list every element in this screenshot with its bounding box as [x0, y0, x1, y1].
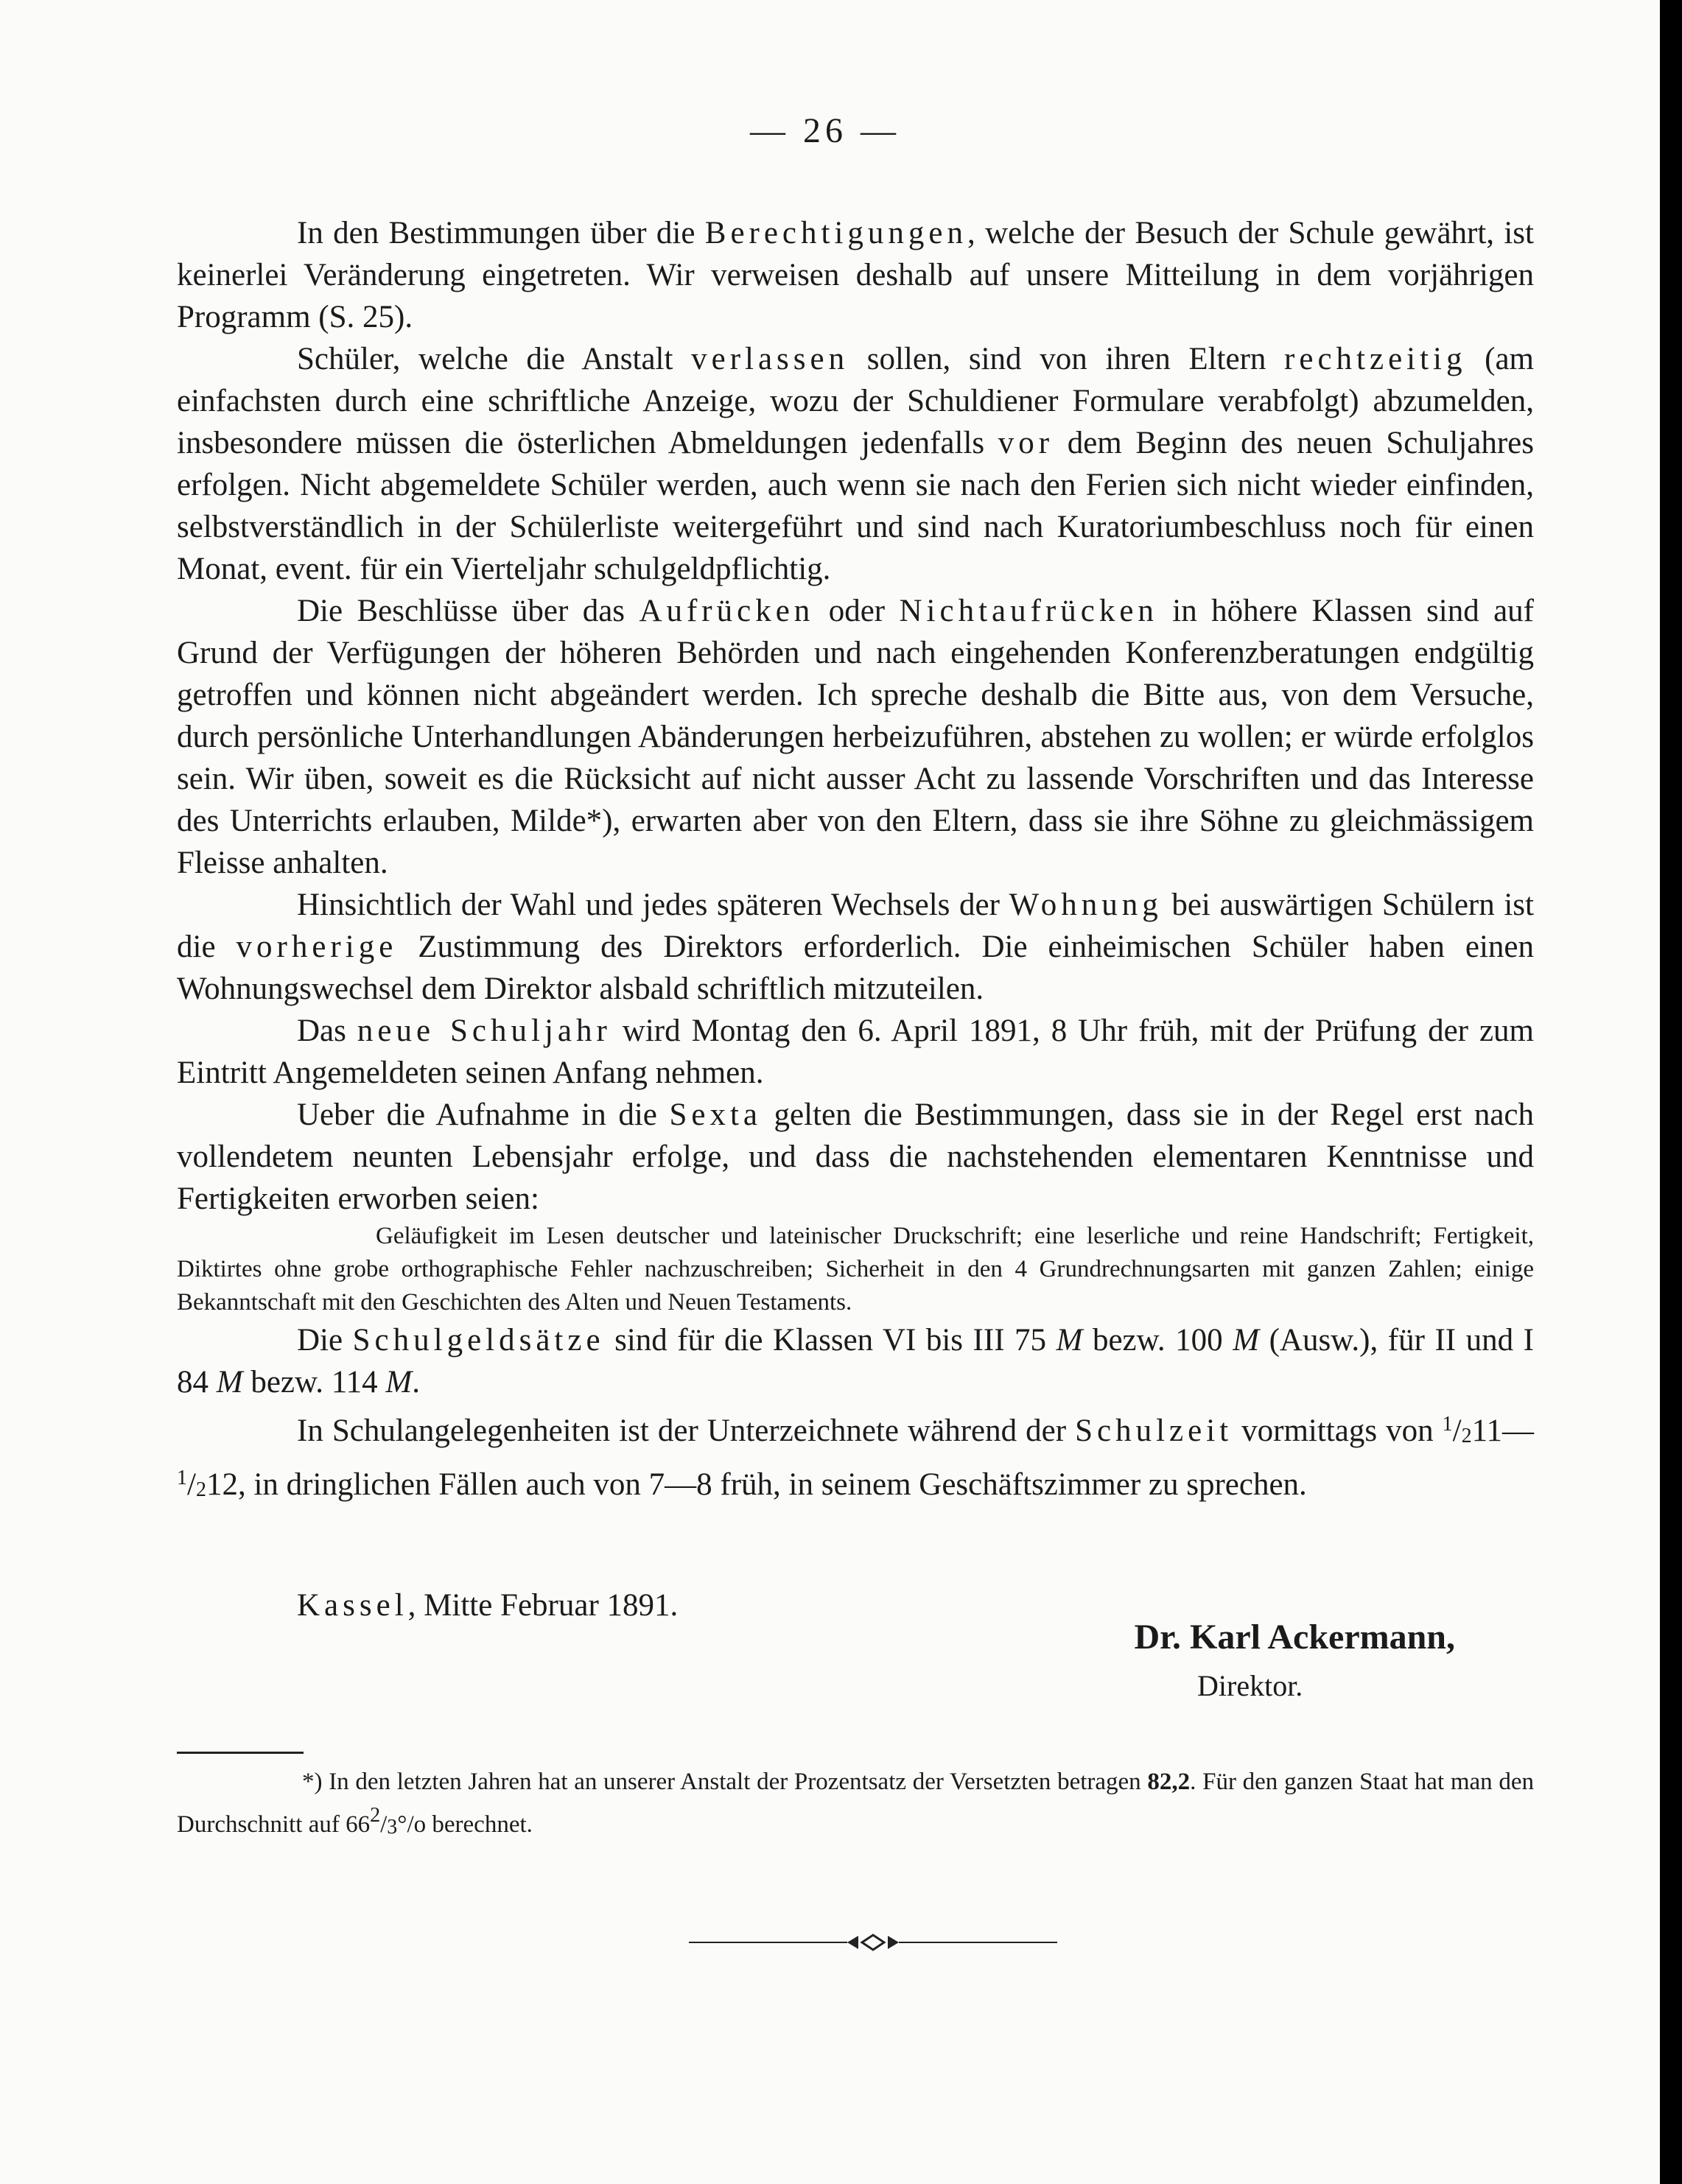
page-number: — 26 —: [750, 111, 900, 150]
footnote: *) In den letzten Jahren hat an unserer Anstalt der Prozentsatz der Versetzten betragen 82,2. Für den ganzen Staat hat man den Durchschnitt auf $66^2/3^\circ/o$ berechnet.: [177, 1769, 1534, 1839]
footnote-divider: [177, 1752, 304, 1754]
paragraph-sprechzeit: In Schulangelegenheiten ist der Unterzeichnete während der Schulzeit vormittags von $^1$/211—$^1$/212, in dringlichen Fällen auch von 7—8 früh, in seinem Geschäftszimmer zu sprechen.: [177, 1413, 1534, 1502]
paragraph-berechtigungen: In den Bestimmungen über die Berechtigungen, welche der Besuch der Schule gewährt, ist keinerlei Veränderung eingetreten. Wir verweisen deshalb auf unsere Mitteilung in dem vorjährigen Programm (S. 25).: [177, 216, 1534, 334]
paragraph-kenntnisse: Geläufigkeit im Lesen deutscher und lateinischer Druckschrift; eine leserliche und reine Handschrift; Fertigkeit, Diktirtes ohne grobe orthographische Fehler nachzuschreiben; Sicherheit in den 4 Grundrechnungsarten mit ganzen Zahlen; einige Bekanntschaft mit den Geschichten des Alten und Neuen Testaments.: [177, 1223, 1534, 1316]
signature-name: Dr. Karl Ackermann,: [1134, 1618, 1455, 1657]
body-text: [177, 212, 1534, 1511]
paragraph-aufruecken: Die Beschlüsse über das Aufrücken oder Nichtaufrücken in höhere Klassen sind auf Grund der Verfügungen der höheren Behörden und nach eingehenden Konferenzberatungen endgültig getroffen und können nicht abgeändert werden. Ich spreche deshalb die Bitte aus, von dem Versuche, durch persönliche Unterhandlungen Abänderungen herbeizuführen, abstehen zu wollen; er würde erfolglos sein. Wir üben, soweit es die Rücksicht auf nicht ausser Acht zu lassende Vorschriften und das Interesse des Unterrichts erlauben, Milde*), erwarten aber von den Eltern, dass sie ihre Söhne zu gleichmässigem Fleisse anhalten.: [177, 594, 1534, 880]
ornamental-divider: [689, 1931, 1057, 1953]
paragraph-abmeldung: Schüler, welche die Anstalt verlassen sollen, sind von ihren Eltern rechtzeitig (am einfachsten durch eine schriftliche Anzeige, wozu der Schuldiener Formulare verabfolgt) abzumelden, insbesondere müssen die österlichen Abmeldungen jedenfalls vor dem Beginn des neuen Schuljahres erfolgen. Nicht abgemeldete Schüler werden, auch wenn sie nach den Ferien sich nicht wieder einfinden, selbstverständlich in der Schülerliste weitergeführt und sind nach Kuratoriumbeschluss noch für einen Monat, event. für ein Vierteljahr schulgeldpflichtig.: [177, 342, 1534, 586]
paragraph-wohnung: Hinsichtlich der Wahl und jedes späteren Wechsels der Wohnung bei auswärtigen Schülern ist die vorherige Zustimmung des Direktors erforderlich. Die einheimischen Schüler haben einen Wohnungswechsel dem Direktor alsbald schriftlich mitzuteilen.: [177, 888, 1534, 1006]
paragraph-schuljahr: Das neue Schuljahr wird Montag den 6. April 1891, 8 Uhr früh, mit der Prüfung der zum Eintritt Angemeldeten seinen Anfang nehmen.: [177, 1014, 1535, 1090]
paragraph-schulgeld: Die Schulgeldsätze sind für die Klassen VI bis III 75 M bezw. 100 M (Ausw.), für II und I 84 M bezw. 114 M.: [177, 1323, 1534, 1400]
page-edge-shadow: [1660, 0, 1682, 2184]
paragraph-sexta: Ueber die Aufnahme in die Sexta gelten die Bestimmungen, dass sie in der Regel erst nach vollendetem neunten Lebensjahr erfolge, und dass die nachstehenden elementaren Kenntnisse und Fertigkeiten erworben seien:: [177, 1098, 1534, 1216]
signature-title: Direktor.: [1197, 1669, 1303, 1702]
place-and-date: Kassel, Mitte Februar 1891.: [297, 1588, 679, 1623]
